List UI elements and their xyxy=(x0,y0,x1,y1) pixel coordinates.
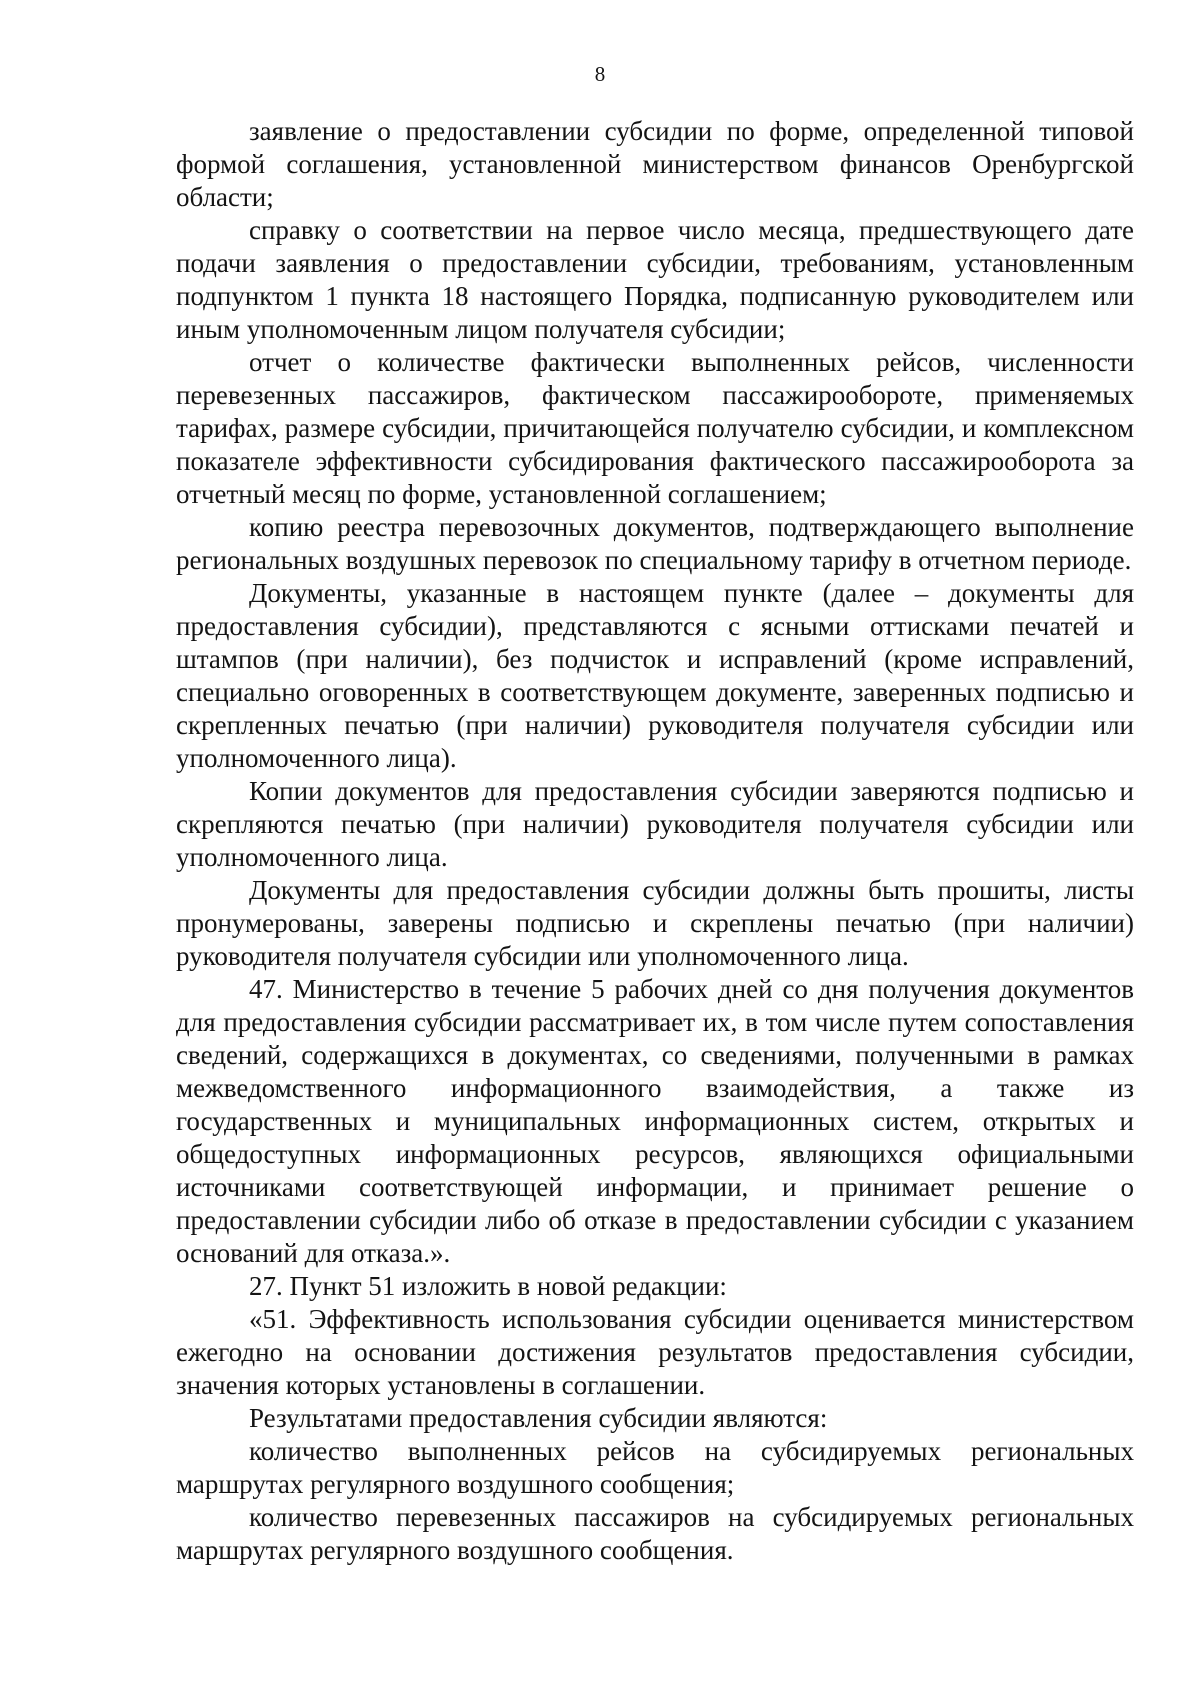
paragraph-application-form: заявление о предоставлении субсидии по форме, определенной типовой формой соглашения, установленной министерством финансов Оренбургской области; xyxy=(176,116,1134,212)
paragraph-item-27: 27. Пункт 51 изложить в новой редакции: xyxy=(249,1271,727,1301)
paragraph-registry-copy: копию реестра перевозочных документов, подтверждающего выполнение региональных воздушных перевозок по специальному тарифу в отчетном периоде. xyxy=(176,512,1134,575)
paragraph-result-passengers: количество перевезенных пассажиров на субсидируемых региональных маршрутах регулярного воздушного сообщения. xyxy=(176,1502,1134,1565)
paragraph-results-heading: Результатами предоставления субсидии являются: xyxy=(249,1403,828,1433)
page-number: 8 xyxy=(594,62,606,86)
paragraph-result-flights: количество выполненных рейсов на субсидируемых региональных маршрутах регулярного воздушного сообщения; xyxy=(176,1436,1134,1499)
paragraph-compliance-certificate: справку о соответствии на первое число месяца, предшествующего дате подачи заявления о предоставлении субсидии, требованиям, установленным подпунктом 1 пункта 18 настоящего Порядка, подписанную руководителем или иным уполномоченным лицом получателя субсидии; xyxy=(176,215,1134,344)
paragraph-documents-binding: Документы для предоставления субсидии должны быть прошиты, листы пронумерованы, заверены подписью и скреплены печатью (при наличии) руководителя получателя субсидии или уполномоченного лица. xyxy=(176,875,1134,971)
document-body xyxy=(176,115,1134,1567)
paragraph-item-51: «51. Эффективность использования субсидии оценивается министерством ежегодно на основании достижения результатов предоставления субсидии, значения которых установлены в соглашении. xyxy=(176,1304,1134,1400)
paragraph-copies-certification: Копии документов для предоставления субсидии заверяются подписью и скрепляются печатью (при наличии) руководителя получателя субсидии или уполномоченного лица. xyxy=(176,776,1134,872)
paragraph-flights-report: отчет о количестве фактически выполненных рейсов, численности перевезенных пассажиров, фактическом пассажирообороте, применяемых тарифах, размере субсидии, причитающейся получателю субсидии, и комплексном показателе эффективности субсидирования фактического пассажирооборота за отчетный месяц по форме, установленной соглашением; xyxy=(176,347,1134,509)
paragraph-item-47: 47. Министерство в течение 5 рабочих дней со дня получения документов для предоставления субсидии рассматривает их, в том числе путем сопоставления сведений, содержащихся в документах, со сведениями, полученными в рамках межведомственного информационного взаимодействия, а также из государственных и муниципальных информационных систем, открытых и общедоступных информационных ресурсов, являющихся официальными источниками соответствующей информации, и принимает решение о предоставлении субсидии либо об отказе в предоставлении субсидии с указанием оснований для отказа.». xyxy=(176,974,1134,1268)
paragraph-documents-requirements: Документы, указанные в настоящем пункте (далее – документы для предоставления субсидии), представляются с ясными оттисками печатей и штампов (при наличии), без подчисток и исправлений (кроме исправлений, специально оговоренных в соответствующем документе, заверенных подписью и скрепленных печатью (при наличии) руководителя получателя субсидии или уполномоченного лица). xyxy=(176,578,1134,773)
